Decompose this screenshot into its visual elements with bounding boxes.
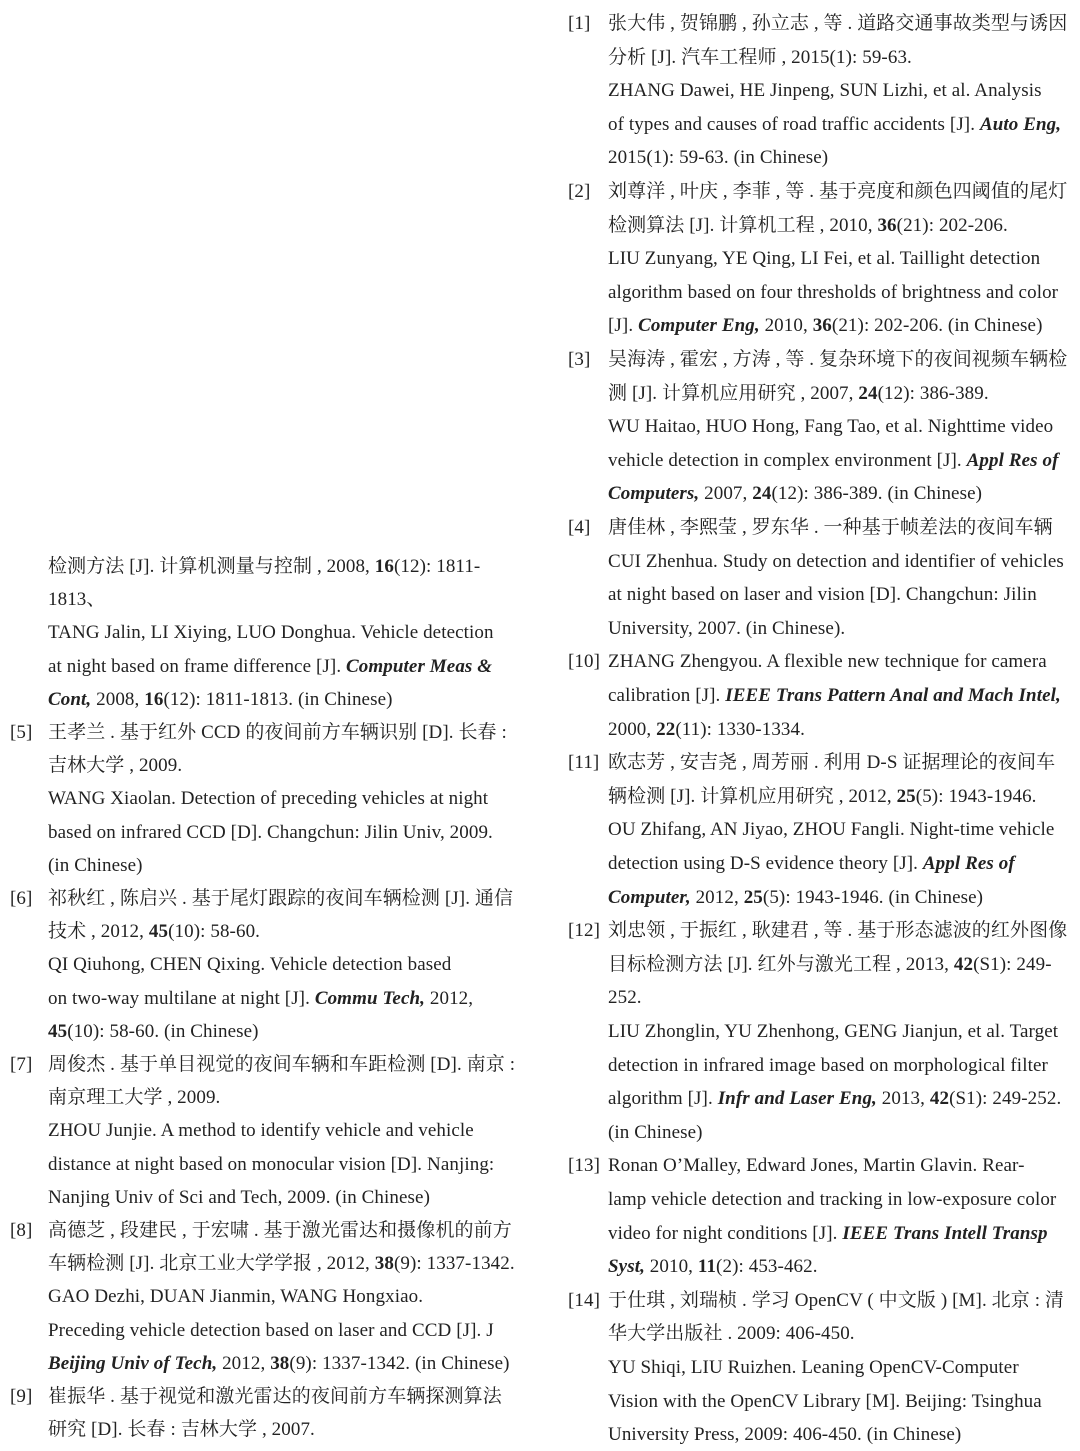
reference-text — [608, 1284, 1064, 1317]
reference-text — [608, 813, 1054, 846]
reference-segment: 王孝兰 . 基于红外 CCD 的夜间前方车辆识别 [D]. 长春 : — [48, 722, 507, 743]
volume-number: 11 — [697, 1256, 717, 1278]
volume-number: 42 — [953, 953, 974, 975]
journal-name: Cont, — [48, 688, 92, 710]
reference-segment: algorithm [J]. — [608, 1088, 718, 1110]
reference-number: [10] — [568, 651, 601, 673]
volume-number: 38 — [374, 1253, 394, 1275]
reference-number: [8] — [10, 1220, 33, 1241]
reference-segment: 华大学出版社 . 2009: 406-450. — [608, 1323, 855, 1345]
volume-number: 16 — [374, 556, 394, 577]
reference-segment: ZHOU Junjie. A method to identify vehicle and vehicle — [48, 1120, 474, 1142]
reference-segment: at night based on frame difference [J]. — [48, 655, 347, 677]
reference-number: [11] — [568, 752, 600, 774]
journal-name: IEEE Trans Intell Transp — [842, 1222, 1048, 1244]
reference-text — [48, 1081, 220, 1114]
reference-segment: detection using D-S evidence theory [J]. — [608, 853, 923, 874]
reference-segment: detection in infrared image based on morphological filter — [608, 1054, 1048, 1076]
reference-segment: ZHANG Dawei, HE Jinpeng, SUN Lizhi, et al. Analysis — [608, 80, 1042, 102]
reference-number: [7] — [10, 1054, 33, 1075]
reference-text — [48, 616, 494, 649]
reference-segment: 252. — [608, 987, 642, 1009]
reference-text — [48, 1413, 315, 1446]
reference-segment: 检测算法 [J]. 计算机工程 , 2010, — [608, 214, 878, 236]
reference-text — [48, 1015, 259, 1048]
reference-text — [608, 1385, 1042, 1418]
reference-text — [48, 716, 507, 749]
reference-text — [48, 849, 143, 882]
reference-segment: 目标检测方法 [J]. 红外与激光工程 , 2013, — [608, 953, 954, 975]
reference-segment: 欧志芳 , 安吉尧 , 周芳丽 . 利用 D-S 证据理论的夜间车 — [608, 752, 1056, 774]
reference-segment: based on infrared CCD [D]. Changchun: Jilin Univ, 2009. — [48, 821, 493, 843]
reference-segment: 2013, — [876, 1088, 930, 1110]
reference-text — [48, 1247, 515, 1280]
reference-text — [608, 175, 1067, 208]
reference-segment: University, 2007. (in Chinese). — [608, 617, 846, 639]
reference-text — [608, 1418, 961, 1451]
reference-text — [608, 948, 1052, 981]
reference-text — [608, 242, 1040, 275]
reference-text — [608, 108, 1061, 141]
reference-segment: OU Zhifang, AN Jiyao, ZHOU Fangli. Night-time vehicle — [608, 819, 1055, 841]
journal-name: Computer Meas & — [346, 655, 493, 677]
reference-segment: (12): 386-389. (in Chinese) — [771, 483, 983, 505]
journal-name: Commu Tech, — [314, 987, 426, 1009]
reference-text — [608, 1015, 1058, 1048]
reference-segment: CUI Zhenhua. Study on detection and identifier of vehicles — [608, 550, 1064, 572]
reference-text — [608, 881, 983, 914]
reference-segment: calibration [J]. — [608, 685, 726, 706]
reference-segment: 1813、 — [48, 589, 106, 611]
reference-number: [14] — [568, 1289, 601, 1311]
reference-text — [48, 1347, 510, 1380]
reference-segment: 南京理工大学 , 2009. — [48, 1087, 221, 1109]
reference-segment: TANG Jalin, LI Xiying, LUO Donghua. Vehicle detection — [48, 622, 494, 644]
reference-text — [608, 41, 912, 74]
reference-text — [48, 915, 260, 948]
reference-number: [13] — [568, 1155, 601, 1177]
reference-number: [9] — [10, 1386, 33, 1407]
reference-text — [48, 683, 393, 716]
reference-segment: at night based on laser and vision [D]. Changchun: Jilin — [608, 584, 1037, 606]
reference-segment: WANG Xiaolan. Detection of preceding vehicles at night — [48, 788, 489, 810]
volume-number: 38 — [270, 1352, 290, 1374]
reference-segment: ZHANG Zhengyou. A flexible new technique for camera — [608, 651, 1047, 673]
reference-text — [608, 847, 1015, 880]
volume-number: 24 — [752, 483, 772, 505]
volume-number: 22 — [656, 718, 676, 740]
reference-text — [608, 1116, 703, 1149]
reference-segment: (2): 453-462. — [716, 1256, 818, 1278]
reference-segment: vehicle detection in complex environment [J]. — [608, 449, 967, 471]
reference-segment: 2012, — [425, 987, 474, 1009]
reference-text — [608, 309, 1043, 342]
reference-text — [608, 1149, 1025, 1182]
reference-number: [3] — [568, 349, 591, 370]
reference-text — [608, 209, 1008, 242]
reference-text — [48, 982, 473, 1015]
reference-segment: (21): 202-206. — [896, 214, 1008, 236]
reference-segment: (10): 58-60. (in Chinese) — [67, 1020, 259, 1042]
reference-segment: 刘尊洋 , 叶庆 , 李菲 , 等 . 基于亮度和颜色四阈值的尾灯 — [608, 181, 1068, 202]
journal-name: Appl Res of — [922, 853, 1015, 874]
reference-segment: 检测方法 [J]. 计算机测量与控制 , 2008, — [48, 556, 375, 577]
reference-text — [608, 981, 642, 1014]
reference-text — [608, 377, 989, 410]
reference-number: [5] — [10, 722, 33, 743]
reference-segment: 研究 [D]. 长春 : 吉林大学 , 2007. — [48, 1419, 315, 1441]
reference-number: [2] — [568, 181, 591, 202]
reference-segment: 刘忠领 , 于振红 , 耿建君 , 等 . 基于形态滤波的红外图像 — [608, 920, 1068, 942]
reference-segment: 2015(1): 59-63. (in Chinese) — [608, 147, 829, 169]
volume-number: 24 — [858, 382, 878, 404]
journal-name: Computers, — [608, 483, 700, 505]
reference-text — [608, 578, 1037, 611]
journal-name: Infr and Laser Eng, — [717, 1088, 877, 1110]
reference-segment: algorithm based on four thresholds of brightness and color — [608, 281, 1059, 303]
reference-text — [608, 276, 1058, 309]
reference-segment: Vision with the OpenCV Library [M]. Beijing: Tsinghua — [608, 1390, 1042, 1412]
reference-text — [48, 1280, 423, 1313]
reference-text — [608, 1217, 1048, 1250]
reference-segment: video for night conditions [J]. — [608, 1222, 843, 1244]
reference-segment: 技术 , 2012, — [48, 921, 149, 943]
reference-text — [608, 511, 1053, 544]
reference-segment: QI Qiuhong, CHEN Qixing. Vehicle detection based — [48, 954, 452, 976]
journal-name: IEEE Trans Pattern Anal and Mach Intel, — [725, 685, 1061, 706]
reference-segment: 2008, — [91, 688, 145, 710]
reference-text — [608, 1082, 1061, 1115]
volume-number: 45 — [148, 921, 169, 943]
reference-segment: (in Chinese) — [48, 854, 143, 876]
reference-segment: (21): 202-206. (in Chinese) — [831, 315, 1043, 337]
reference-segment: 2010, — [644, 1256, 698, 1278]
reference-segment: (S1): 249- — [973, 953, 1052, 975]
reference-text — [608, 713, 805, 746]
reference-segment: (S1): 249-252. — [949, 1088, 1062, 1110]
reference-text — [608, 780, 1037, 813]
journal-name: Appl Res of — [966, 449, 1059, 471]
reference-segment: lamp vehicle detection and tracking in low-exposure color — [608, 1189, 1057, 1210]
reference-segment: of types and causes of road traffic accidents [J]. — [608, 113, 980, 135]
reference-text — [608, 1317, 855, 1350]
reference-segment: (12): 386-389. — [877, 382, 989, 404]
reference-text — [48, 948, 451, 981]
journal-name: Computer, — [608, 886, 691, 908]
reference-segment: LIU Zhonglin, YU Zhenhong, GENG Jianjun, et al. Target — [608, 1021, 1059, 1042]
reference-segment: (10): 58-60. — [168, 921, 261, 943]
volume-number: 45 — [48, 1020, 68, 1042]
reference-text — [608, 141, 828, 174]
reference-segment: (12): 1811- — [393, 556, 481, 577]
volume-number: 25 — [743, 886, 763, 908]
reference-text — [48, 650, 492, 683]
reference-segment: (11): 1330-1334. — [675, 718, 805, 740]
volume-number: 42 — [929, 1088, 950, 1110]
reference-segment: on two-way multilane at night [J]. — [48, 987, 315, 1009]
journal-name: Beijing Univ of Tech, — [48, 1352, 218, 1374]
reference-segment: (5): 1943-1946. (in Chinese) — [762, 886, 984, 908]
reference-text — [608, 410, 1053, 443]
reference-segment: 2012, — [690, 886, 744, 908]
reference-number: [12] — [568, 920, 601, 942]
reference-segment: WU Haitao, HUO Hong, Fang Tao, et al. Nighttime video — [608, 416, 1054, 438]
reference-segment: 2010, — [759, 315, 813, 337]
reference-text — [608, 746, 1055, 779]
reference-segment: LIU Zunyang, YE Qing, LI Fei, et al. Taillight detection — [608, 248, 1041, 270]
reference-text — [48, 1380, 502, 1413]
reference-segment: Ronan O’Malley, Edward Jones, Martin Glavin. Rear- — [608, 1155, 1025, 1177]
reference-text — [48, 1148, 494, 1181]
reference-text — [608, 1049, 1048, 1082]
reference-segment: (9): 1337-1342. — [393, 1253, 515, 1275]
reference-number: [1] — [568, 13, 591, 34]
reference-text — [608, 343, 1067, 376]
reference-segment: Preceding vehicle detection based on laser and CCD [J]. J — [48, 1319, 494, 1341]
reference-number: [4] — [568, 517, 591, 538]
volume-number: 36 — [877, 214, 897, 236]
reference-text — [48, 1048, 515, 1081]
reference-text — [608, 1351, 1019, 1384]
reference-text — [608, 645, 1047, 678]
reference-segment: [J]. — [608, 315, 639, 337]
reference-text — [608, 444, 1059, 477]
reference-text — [608, 1183, 1056, 1216]
reference-segment: 于仕琪 , 刘瑞桢 . 学习 OpenCV ( 中文版 ) [M]. 北京 : 清 — [608, 1289, 1065, 1311]
reference-segment: distance at night based on monocular vision [D]. Nanjing: — [48, 1153, 495, 1175]
reference-text — [608, 7, 1067, 40]
reference-text — [48, 882, 513, 915]
reference-segment: 吴海涛 , 霍宏 , 方涛 , 等 . 复杂环境下的夜间视频车辆检 — [608, 349, 1068, 370]
reference-segment: University Press, 2009: 406-450. (in Chinese) — [608, 1424, 962, 1446]
reference-text — [608, 1250, 818, 1283]
reference-segment: 测 [J]. 计算机应用研究 , 2007, — [608, 382, 859, 404]
reference-segment: 高德芝 , 段建民 , 于宏啸 . 基于激光雷达和摄像机的前方 — [48, 1220, 512, 1241]
reference-text — [608, 612, 845, 645]
journal-name: Computer Eng, — [638, 315, 760, 337]
reference-segment: 车辆检测 [J]. 北京工业大学学报 , 2012, — [48, 1253, 375, 1275]
volume-number: 25 — [896, 785, 916, 807]
reference-segment: 吉林大学 , 2009. — [48, 755, 183, 777]
reference-segment: 2000, — [608, 718, 657, 740]
reference-segment: 辆检测 [J]. 计算机应用研究 , 2012, — [608, 785, 897, 807]
reference-text — [48, 816, 493, 849]
reference-text — [48, 1181, 430, 1214]
reference-segment: 周俊杰 . 基于单目视觉的夜间车辆和车距检测 [D]. 南京 : — [48, 1054, 516, 1075]
reference-segment: 2007, — [699, 483, 753, 505]
reference-number: [6] — [10, 888, 33, 909]
reference-text — [608, 914, 1067, 947]
reference-segment: (in Chinese) — [608, 1121, 703, 1143]
reference-segment: YU Shiqi, LIU Ruizhen. Leaning OpenCV-Computer — [608, 1357, 1019, 1378]
reference-segment: 2012, — [217, 1352, 271, 1374]
reference-segment: (9): 1337-1342. (in Chinese) — [289, 1352, 510, 1374]
reference-segment: 张大伟 , 贺锦鹏 , 孙立志 , 等 . 道路交通事故类型与诱因 — [608, 13, 1068, 34]
reference-text — [48, 583, 106, 616]
journal-name: Syst, — [608, 1256, 645, 1278]
reference-segment: 崔振华 . 基于视觉和激光雷达的夜间前方车辆探测算法 — [48, 1386, 502, 1407]
journal-name: Auto Eng, — [979, 113, 1062, 135]
reference-text — [48, 550, 480, 583]
reference-segment: (12): 1811-1813. (in Chinese) — [163, 688, 393, 710]
reference-segment: 唐佳林 , 李熙莹 , 罗东华 . 一种基于帧差法的夜间车辆 — [608, 517, 1053, 538]
reference-segment: GAO Dezhi, DUAN Jianmin, WANG Hongxiao. — [48, 1286, 424, 1308]
reference-text — [608, 679, 1061, 712]
reference-text — [48, 1314, 494, 1347]
volume-number: 36 — [812, 315, 832, 337]
reference-text — [608, 545, 1064, 578]
reference-text — [48, 749, 182, 782]
reference-text — [608, 74, 1042, 107]
reference-text — [48, 1114, 474, 1147]
reference-text — [608, 477, 982, 510]
volume-number: 16 — [144, 688, 164, 710]
reference-segment: 祁秋红 , 陈启兴 . 基于尾灯跟踪的夜间车辆检测 [J]. 通信 — [48, 888, 514, 909]
reference-text — [48, 782, 488, 815]
reference-segment: Nanjing Univ of Sci and Tech, 2009. (in Chinese) — [48, 1186, 430, 1208]
reference-text — [48, 1214, 512, 1247]
reference-segment: 分析 [J]. 汽车工程师 , 2015(1): 59-63. — [608, 46, 912, 68]
reference-segment: (5): 1943-1946. — [915, 785, 1037, 807]
